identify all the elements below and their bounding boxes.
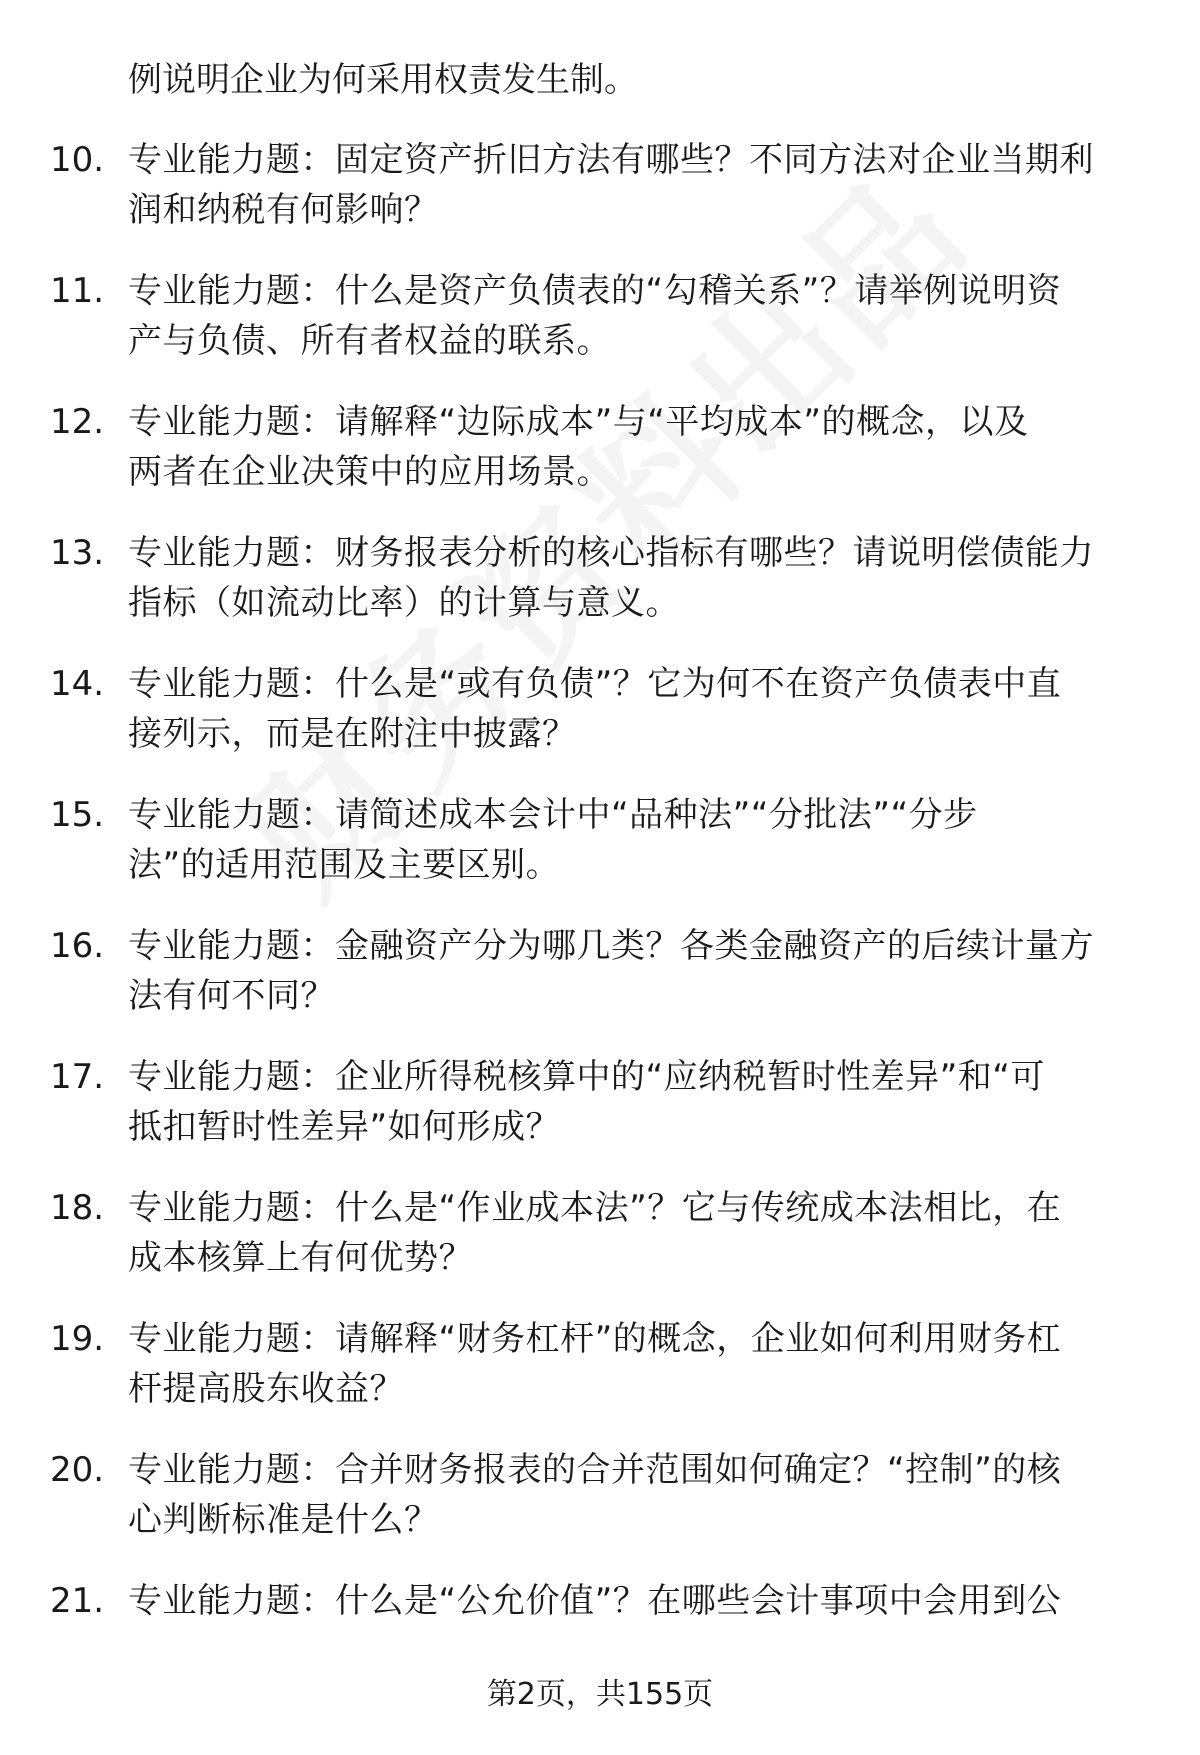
list-item (0, 397, 1200, 528)
question-line: 专业能力题：什么是“或有负债”？它为何不在资产负债表中直 (128, 664, 1062, 704)
question-text (128, 790, 1143, 890)
question-number: 17. (50, 1057, 105, 1097)
question-line: 专业能力题：请解释“财务杠杆”的概念，企业如何利用财务杠 (128, 1319, 1062, 1359)
question-text (128, 1576, 1143, 1626)
list-item (0, 921, 1200, 1052)
question-text (128, 659, 1143, 759)
list-item (0, 1052, 1200, 1183)
question-line: 杆提高股东收益？ (128, 1369, 404, 1409)
list-item (0, 659, 1200, 790)
continuation-text: 例说明企业为何采用权责发生制。 (128, 60, 638, 100)
question-line: 接列示，而是在附注中披露？ (128, 714, 577, 754)
list-item (0, 790, 1200, 921)
question-line: 专业能力题：金融资产分为哪几类？各类金融资产的后续计量方 (128, 926, 1094, 966)
list-item (0, 1314, 1200, 1445)
question-text (128, 528, 1143, 628)
question-number: 16. (50, 926, 105, 966)
question-text (128, 921, 1143, 1021)
question-line: 专业能力题：财务报表分析的核心指标有哪些？请说明偿债能力 (128, 533, 1094, 573)
question-line: 法有何不同？ (128, 976, 335, 1016)
question-line: 两者在企业决策中的应用场景。 (128, 452, 611, 492)
question-text (128, 266, 1143, 366)
question-text (128, 397, 1143, 497)
question-text (128, 1052, 1143, 1152)
question-line: 成本核算上有何优势？ (128, 1238, 473, 1278)
question-number: 12. (50, 402, 105, 442)
question-number: 19. (50, 1319, 105, 1359)
page-number-footer: 第2页，共155页 (486, 1677, 714, 1712)
question-line: 心判断标准是什么？ (128, 1500, 439, 1540)
question-line: 专业能力题：什么是“公允价值”？在哪些会计事项中会用到公 (128, 1581, 1062, 1621)
question-line: 法”的适用范围及主要区别。 (128, 845, 561, 885)
question-number: 18. (50, 1188, 105, 1228)
question-text (128, 135, 1143, 235)
question-number: 10. (50, 140, 105, 180)
question-line: 专业能力题：企业所得税核算中的“应纳税暂时性差异”和“可 (128, 1057, 1045, 1097)
question-line: 专业能力题：固定资产折旧方法有哪些？不同方法对企业当期利 (128, 140, 1094, 180)
question-list (0, 135, 1200, 1707)
question-text (128, 1445, 1143, 1545)
question-number: 14. (50, 664, 105, 704)
question-text (128, 1183, 1143, 1283)
question-number: 13. (50, 533, 105, 573)
question-number: 11. (50, 271, 105, 311)
list-item (0, 1445, 1200, 1576)
question-line: 专业能力题：请解释“边际成本”与“平均成本”的概念，以及 (128, 402, 1029, 442)
list-item (0, 528, 1200, 659)
question-line: 专业能力题：请简述成本会计中“品种法”“分批法”“分步 (128, 795, 978, 835)
question-line: 指标（如流动比率）的计算与意义。 (128, 583, 680, 623)
question-line: 专业能力题：合并财务报表的合并范围如何确定？“控制”的核 (128, 1450, 1062, 1490)
list-item (0, 266, 1200, 397)
question-number: 15. (50, 795, 105, 835)
question-line: 专业能力题：什么是“作业成本法”？它与传统成本法相比，在 (128, 1188, 1062, 1228)
question-line: 润和纳税有何影响？ (128, 190, 439, 230)
question-line: 产与负债、所有者权益的联系。 (128, 321, 611, 361)
question-line: 专业能力题：什么是资产负债表的“勾稽关系”？请举例说明资 (128, 271, 1062, 311)
list-item (0, 135, 1200, 266)
question-line: 抵扣暂时性差异”如何形成？ (128, 1107, 561, 1147)
question-text (128, 1314, 1143, 1414)
question-number: 20. (50, 1450, 105, 1490)
list-item (0, 1183, 1200, 1314)
question-number: 21. (50, 1581, 105, 1621)
